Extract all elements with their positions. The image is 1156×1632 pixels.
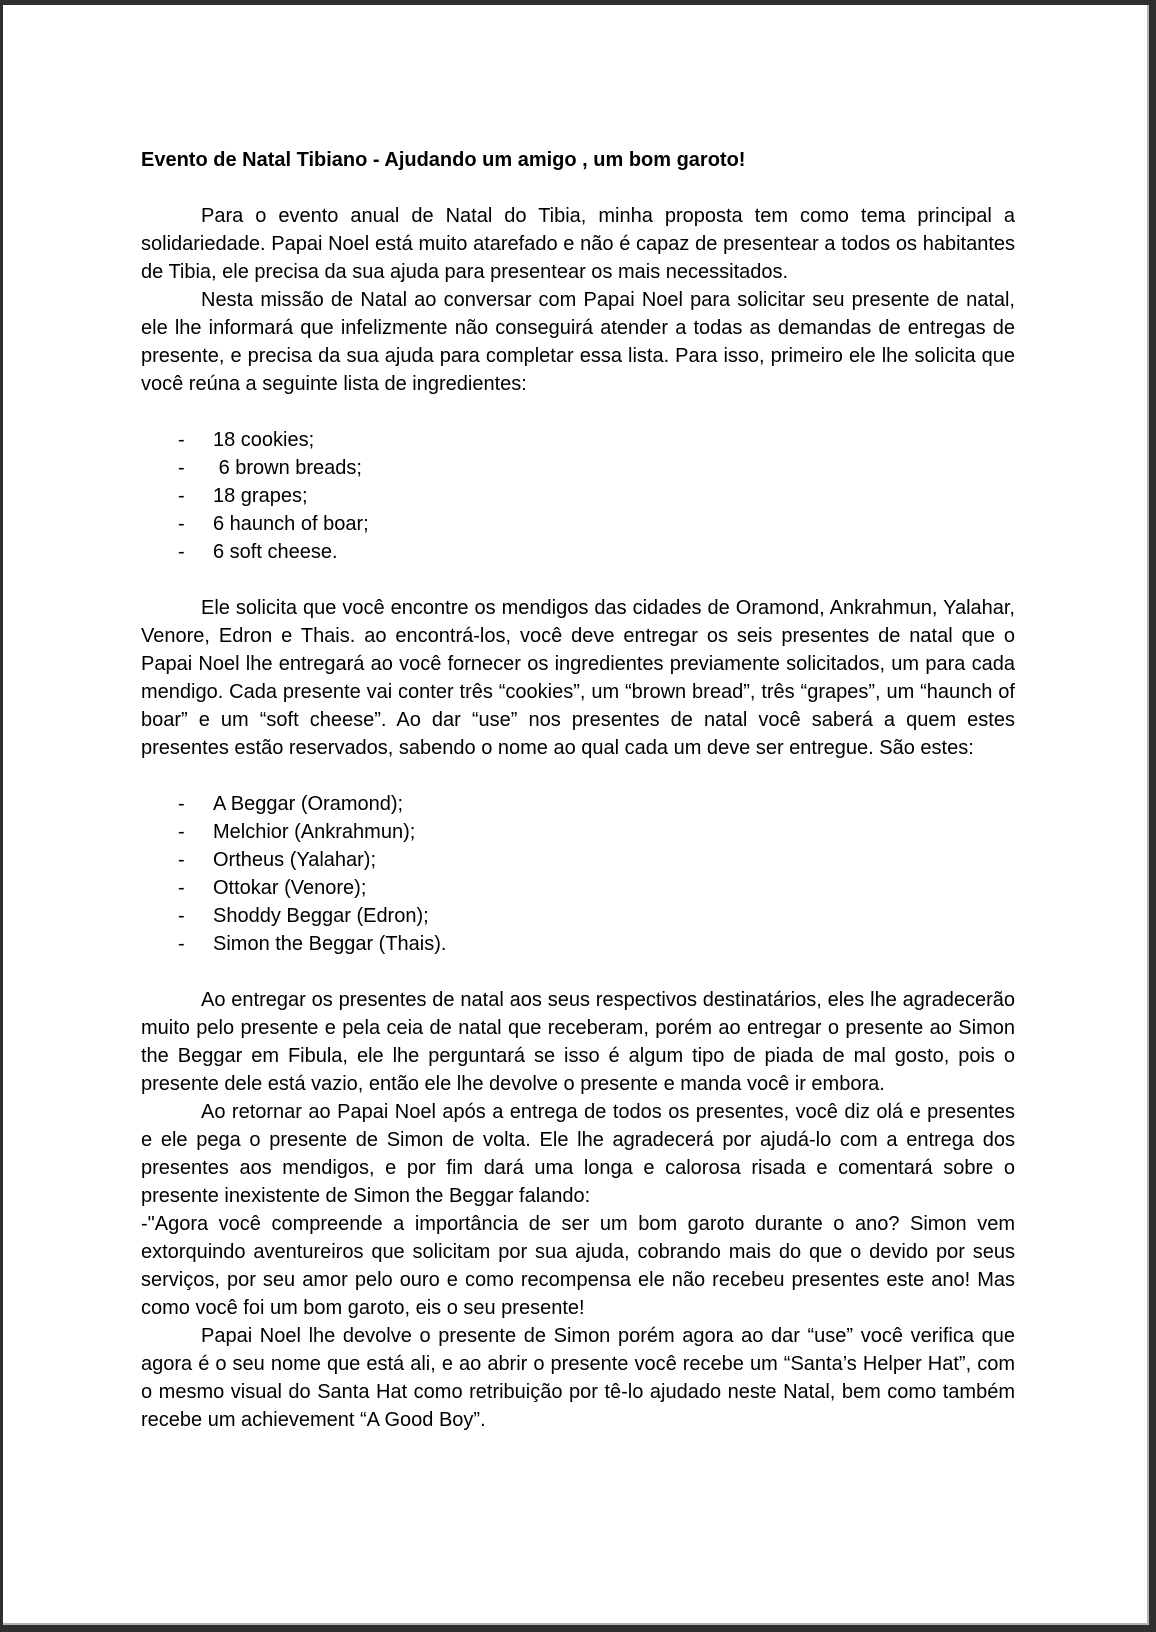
paragraph-reward: Papai Noel lhe devolve o presente de Simon porém agora ao dar “use” você verifica que agora é o seu nome que está ali, e ao abrir o presente você recebe um “Santa’s Helper Hat”, com o mesmo visual do Santa Hat como retribuição por tê-lo ajudado neste Natal, bem como também recebe um achievement “A Good Boy”. <box>141 1325 1015 1431</box>
list-dash: - <box>178 905 185 927</box>
paragraph-mission: Nesta missão de Natal ao conversar com Papai Noel para solicitar seu presente de natal, ele lhe informará que infelizmente não conseguirá atender a todas as demandas de entregas de presente, e precisa da sua ajuda para completar essa lista. Para isso, primeiro ele lhe solicita que você reúna a seguinte lista de ingredientes: <box>141 289 1015 395</box>
recipient-item: A Beggar (Oramond); <box>213 793 404 815</box>
blank-line <box>141 566 1015 594</box>
list-item <box>141 902 1015 930</box>
list-item <box>141 538 1015 566</box>
document-content <box>141 146 1015 1434</box>
ingredient-item: 6 brown breads; <box>213 457 362 479</box>
recipient-item: Melchior (Ankrahmun); <box>213 821 416 843</box>
recipient-item: Simon the Beggar (Thais). <box>213 933 447 955</box>
list-item <box>141 874 1015 902</box>
list-item <box>141 846 1015 874</box>
paragraph-intro: Para o evento anual de Natal do Tibia, minha proposta tem como tema principal a solidariedade. Papai Noel está muito atarefado e não é capaz de presentear a todos os habitantes de Tibia, ele precisa da sua ajuda para presentear os mais necessitados. <box>141 205 1015 283</box>
list-item <box>141 790 1015 818</box>
paragraph-return: Ao retornar ao Papai Noel após a entrega de todos os presentes, você diz olá e presentes e ele pega o presente de Simon de volta. Ele lhe agradecerá por ajudá-lo com a entrega dos presentes aos mendigos, e por fim dará uma longa e calorosa risada e comentará sobre o presente inexistente de Simon the Beggar falando: <box>141 1101 1015 1207</box>
paragraph-beggars: Ele solicita que você encontre os mendigos das cidades de Oramond, Ankrahmun, Yalahar, Venore, Edron e Thais. ao encontrá-los, você deve entregar os seis presentes de natal que o Papai Noel lhe entregará ao você fornecer os ingredientes previamente solicitados, um para cada mendigo. Cada presente vai conter três “cookies”, um “brown bread”, três “grapes”, um “haunch of boar” e um “soft cheese”. Ao dar “use” nos presentes de natal você saberá a quem estes presentes estão reservados, sabendo o nome ao qual cada um deve ser entregue. São estes: <box>141 597 1015 759</box>
list-dash: - <box>178 821 185 843</box>
blank-line <box>141 762 1015 790</box>
ingredient-item: 18 grapes; <box>213 485 308 507</box>
recipient-item: Shoddy Beggar (Edron); <box>213 905 429 927</box>
page-title: Evento de Natal Tibiano - Ajudando um amigo , um bom garoto! <box>141 149 746 171</box>
list-dash: - <box>178 513 185 535</box>
list-dash: - <box>178 793 185 815</box>
list-dash: - <box>178 933 185 955</box>
ingredient-item: 6 soft cheese. <box>213 541 338 563</box>
paragraph-santa-quote: -"Agora você compreende a importância de ser um bom garoto durante o ano? Simon vem extorquindo aventureiros que solicitam por sua ajuda, cobrando mais do que o devido por seus serviços, por seu amor pelo ouro e como recompensa ele não recebeu presentes este ano! Mas como você foi um bom garoto, eis o seu presente! <box>141 1213 1015 1319</box>
ingredient-item: 18 cookies; <box>213 429 315 451</box>
list-item <box>141 930 1015 958</box>
ingredient-item: 6 haunch of boar; <box>213 513 369 535</box>
list-item <box>141 482 1015 510</box>
list-dash: - <box>178 877 185 899</box>
blank-line <box>141 398 1015 426</box>
recipient-item: Ortheus (Yalahar); <box>213 849 377 871</box>
list-item <box>141 510 1015 538</box>
list-item <box>141 454 1015 482</box>
list-dash: - <box>178 485 185 507</box>
list-dash: - <box>178 429 185 451</box>
paragraph-delivery: Ao entregar os presentes de natal aos seus respectivos destinatários, eles lhe agradecerão muito pelo presente e pela ceia de natal que receberam, porém ao entregar o presente ao Simon the Beggar em Fibula, ele lhe perguntará se isso é algum tipo de piada de mal gosto, pois o presente dele está vazio, então ele lhe devolve o presente e manda você ir embora. <box>141 989 1015 1095</box>
list-item <box>141 818 1015 846</box>
document-page <box>3 5 1149 1625</box>
list-dash: - <box>178 541 185 563</box>
list-dash: - <box>178 849 185 871</box>
list-item <box>141 426 1015 454</box>
recipient-item: Ottokar (Venore); <box>213 877 367 899</box>
blank-line <box>141 174 1015 202</box>
list-dash: - <box>178 457 185 479</box>
blank-line <box>141 958 1015 986</box>
